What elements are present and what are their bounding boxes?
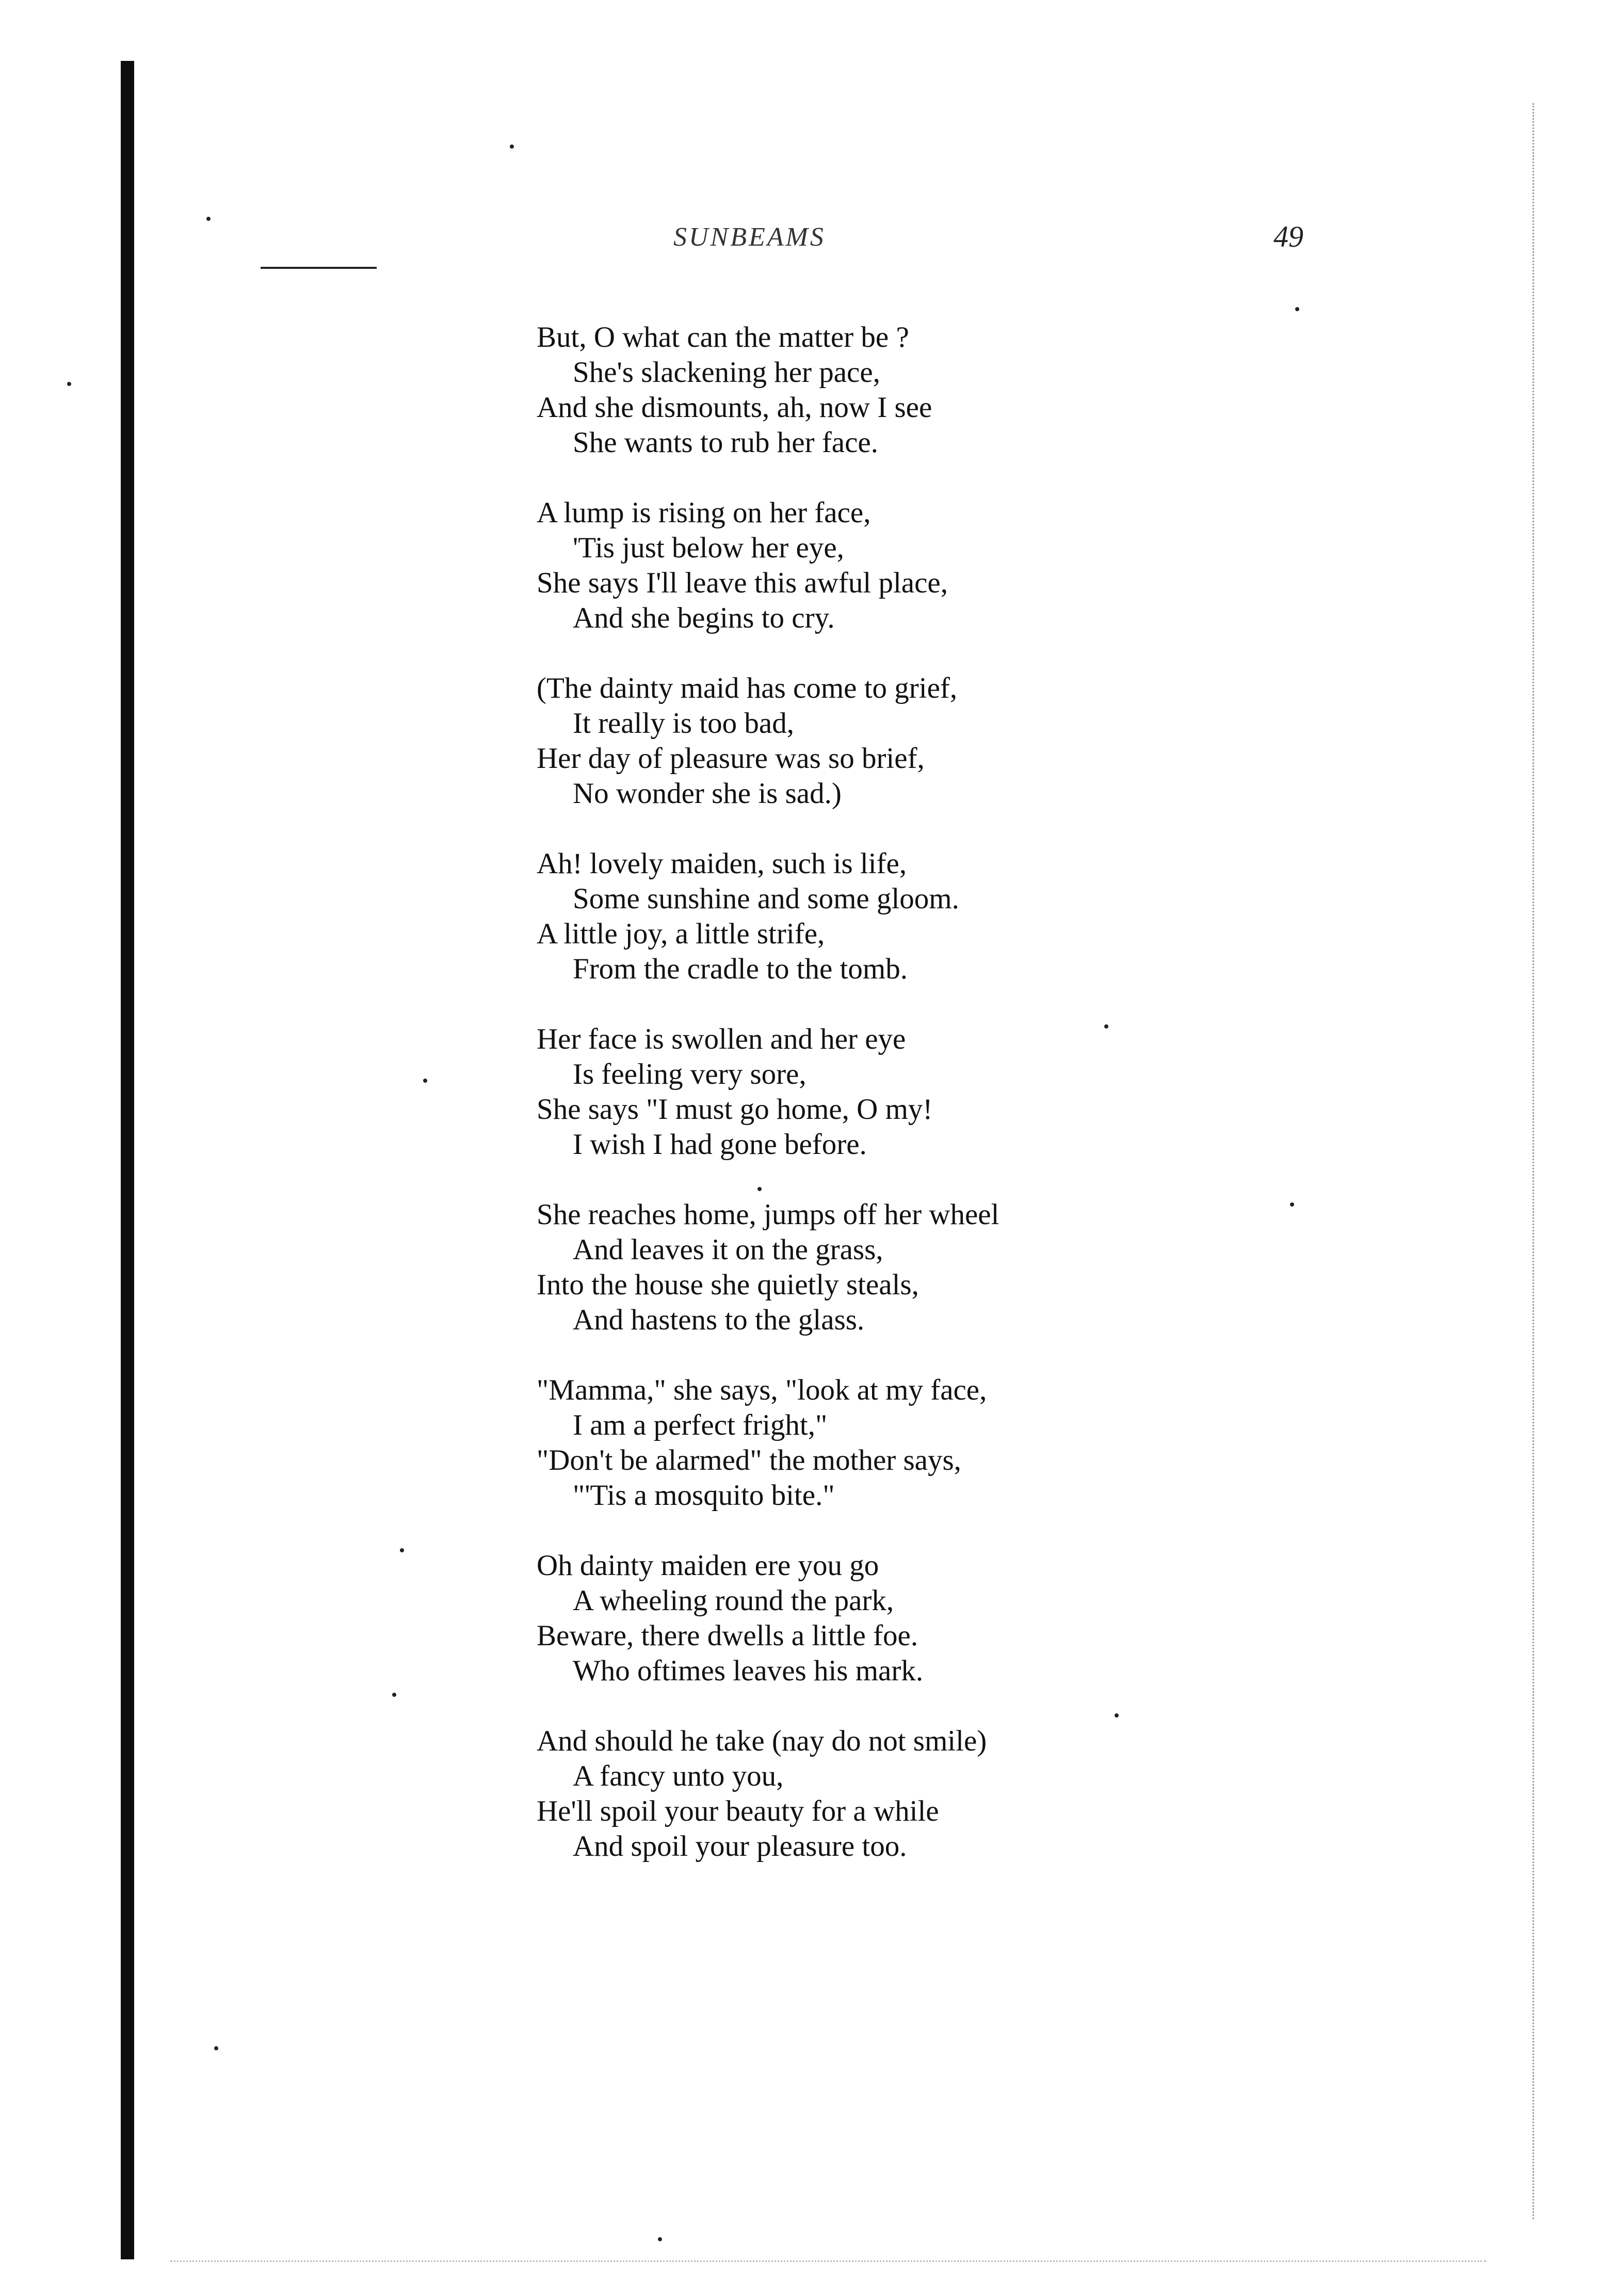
scan-speck [392, 1693, 396, 1697]
poem-line: She reaches home, jumps off her wheel [537, 1198, 999, 1231]
poem-line: Her face is swollen and her eye [537, 1023, 906, 1055]
poem-line: He'll spoil your beauty for a while [537, 1795, 939, 1827]
poem-line: From the cradle to the tomb. [573, 953, 908, 985]
poem-line: She says I'll leave this awful place, [537, 567, 948, 599]
poem-line: "Don't be alarmed" the mother says, [537, 1444, 961, 1476]
stanza [537, 671, 1207, 811]
poem-line: (The dainty maid has come to grief, [537, 672, 958, 704]
scan-speck [214, 2046, 218, 2050]
poem-line: A lump is rising on her face, [537, 496, 871, 529]
scan-speck [423, 1079, 427, 1083]
poem-line: A wheeling round the park, [573, 1584, 894, 1617]
stanza [537, 846, 1207, 987]
poem-line: And leaves it on the grass, [573, 1233, 883, 1266]
stanza [537, 1724, 1207, 1864]
running-head: SUNBEAMS [673, 222, 826, 252]
poem-line: And hastens to the glass. [573, 1304, 865, 1336]
scan-speck [757, 1187, 762, 1191]
stanza [537, 495, 1207, 636]
poem-line: A little joy, a little strife, [537, 918, 825, 950]
poem-line: She says "I must go home, O my! [537, 1093, 933, 1126]
stanza [537, 320, 1207, 460]
poem-line: She's slackening her pace, [573, 356, 880, 389]
scan-speck [1104, 1024, 1108, 1029]
stanza [537, 1022, 1207, 1162]
poem-line: Some sunshine and some gloom. [573, 882, 959, 915]
poem-line: 'Tis just below her eye, [573, 532, 844, 564]
binding-edge [121, 61, 134, 2259]
poem-line: And she begins to cry. [573, 602, 835, 634]
scan-speck [400, 1548, 404, 1552]
poem-line: But, O what can the matter be ? [537, 321, 909, 354]
poem-line: She wants to rub her face. [573, 426, 878, 459]
poem-line: "'Tis a mosquito bite." [573, 1479, 835, 1512]
poem-line: Who oftimes leaves his mark. [573, 1655, 924, 1687]
poem-line: I wish I had gone before. [573, 1128, 867, 1161]
poem-line: And she dismounts, ah, now I see [537, 391, 932, 424]
scan-speck [1295, 307, 1299, 311]
stanza [537, 1197, 1207, 1338]
poem-line: I am a perfect fright," [573, 1409, 828, 1441]
poem-line: Ah! lovely maiden, such is life, [537, 847, 907, 880]
poem-line: A fancy unto you, [573, 1760, 784, 1792]
header-rule [261, 267, 377, 269]
scan-speck [1290, 1202, 1294, 1207]
page-edge-noise [1533, 103, 1536, 2219]
poem-line: Beware, there dwells a little foe. [537, 1619, 918, 1652]
poem [537, 320, 1207, 1899]
stanza [537, 1548, 1207, 1689]
scan-speck [510, 144, 514, 149]
poem-line: Is feeling very sore, [573, 1058, 806, 1090]
poem-line: And should he take (nay do not smile) [537, 1725, 987, 1757]
poem-line: And spoil your pleasure too. [573, 1830, 907, 1863]
scan-speck [658, 2237, 662, 2241]
poem-line: Into the house she quietly steals, [537, 1269, 919, 1301]
scan-speck [206, 217, 211, 221]
scan-speck [1115, 1713, 1119, 1717]
poem-line: No wonder she is sad.) [573, 777, 842, 810]
page-number: 49 [1273, 220, 1303, 253]
poem-line: It really is too bad, [573, 707, 794, 740]
stanza [537, 1373, 1207, 1513]
poem-line: "Mamma," she says, "look at my face, [537, 1374, 987, 1406]
poem-line: Oh dainty maiden ere you go [537, 1549, 879, 1582]
bottom-edge-noise [170, 2260, 1486, 2263]
scan-speck [67, 382, 71, 386]
poem-line: Her day of pleasure was so brief, [537, 742, 925, 775]
